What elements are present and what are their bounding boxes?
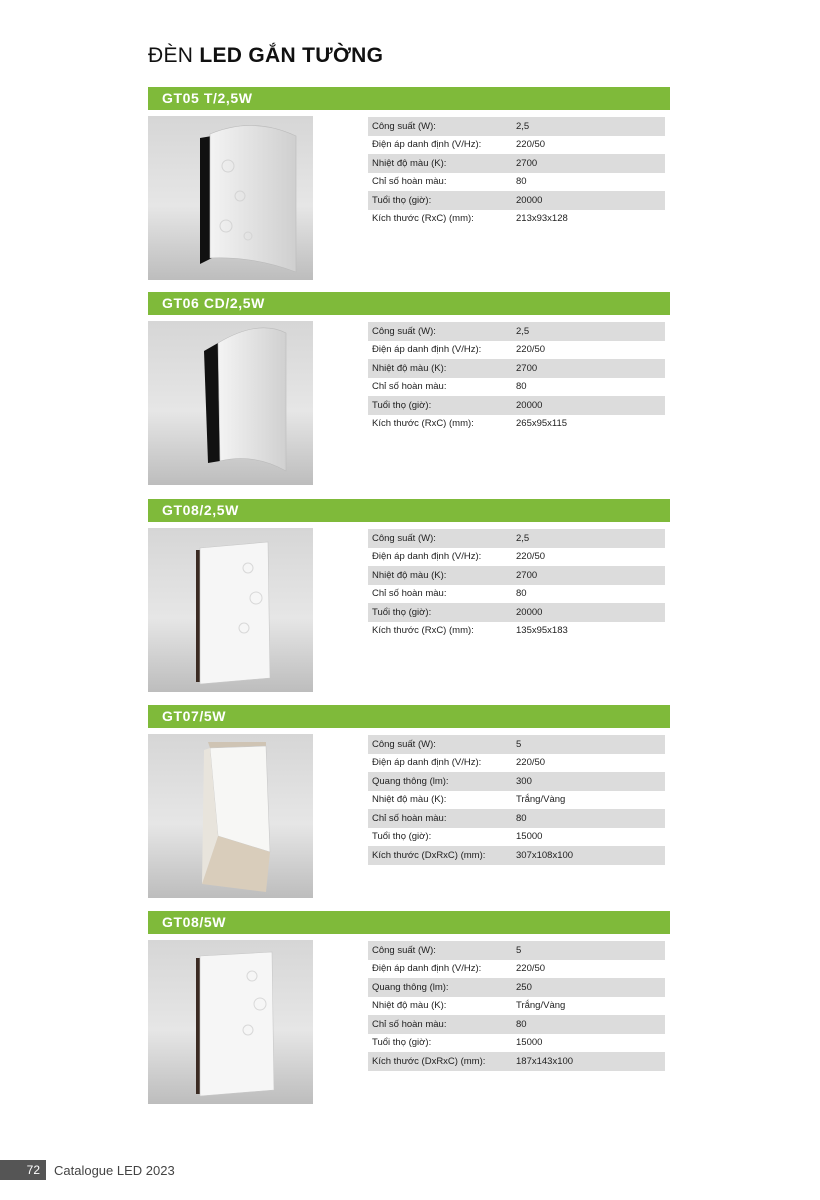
spec-label: Công suất (W): [372, 532, 436, 544]
spec-label: Chỉ số hoàn màu: [372, 381, 447, 393]
spec-row [368, 548, 665, 567]
product-photo [148, 940, 313, 1104]
spec-value: 187x143x100 [516, 1055, 574, 1067]
spec-value: 2700 [516, 362, 538, 374]
spec-value: 307x108x100 [516, 849, 574, 861]
spec-value: 15000 [516, 831, 543, 843]
spec-value: 220/50 [516, 551, 546, 563]
spec-value: 2,5 [516, 532, 530, 544]
lamp-gt06-image [148, 321, 313, 485]
spec-row [368, 997, 665, 1016]
spec-value: 5 [516, 738, 522, 750]
spec-label: Nhiệt độ màu (K): [372, 794, 447, 806]
product-photo [148, 116, 313, 280]
spec-label: Chỉ số hoàn màu: [372, 588, 447, 600]
spec-label: Nhiệt độ màu (K): [372, 1000, 447, 1012]
spec-label: Điện áp danh định (V/Hz): [372, 963, 482, 975]
spec-row [368, 191, 665, 210]
spec-row [368, 566, 665, 585]
spec-label: Điện áp danh định (V/Hz): [372, 344, 482, 356]
product-title-bar: GT05 T/2,5W [148, 87, 670, 110]
product-title-bar: GT06 CD/2,5W [148, 292, 670, 315]
spec-value: 2700 [516, 569, 538, 581]
spec-label: Nhiệt độ màu (K): [372, 362, 447, 374]
spec-row [368, 828, 665, 847]
spec-label: Kích thước (RxC) (mm): [372, 418, 474, 430]
product-photo [148, 734, 313, 898]
spec-label: Tuổi thọ (giờ): [372, 831, 432, 843]
spec-row [368, 772, 665, 791]
spec-label: Chỉ số hoàn màu: [372, 176, 447, 188]
spec-row [368, 735, 665, 754]
spec-value: 2700 [516, 157, 538, 169]
spec-value: 80 [516, 588, 527, 600]
spec-value: 265x95x115 [516, 418, 568, 430]
spec-row [368, 396, 665, 415]
spec-value: 80 [516, 1018, 527, 1030]
spec-row [368, 117, 665, 136]
product-title-bar: GT07/5W [148, 705, 670, 728]
spec-row [368, 154, 665, 173]
spec-label: Điện áp danh định (V/Hz): [372, 551, 482, 563]
spec-label: Tuổi thọ (giờ): [372, 1037, 432, 1049]
spec-table [368, 735, 665, 865]
spec-value: 220/50 [516, 963, 546, 975]
spec-row [368, 809, 665, 828]
product-photo [148, 528, 313, 692]
spec-row [368, 960, 665, 979]
spec-value: 80 [516, 812, 527, 824]
spec-value: Trắng/Vàng [516, 794, 566, 806]
page-title [148, 44, 383, 68]
spec-value: 80 [516, 176, 527, 188]
spec-label: Tuổi thọ (giờ): [372, 606, 432, 618]
spec-label: Nhiệt độ màu (K): [372, 157, 447, 169]
spec-label: Điện áp danh định (V/Hz): [372, 757, 482, 769]
spec-label: Công suất (W): [372, 325, 436, 337]
spec-label: Chỉ số hoàn màu: [372, 1018, 447, 1030]
spec-value: 220/50 [516, 757, 546, 769]
spec-row [368, 1034, 665, 1053]
spec-table [368, 117, 665, 228]
catalogue-name: Catalogue LED 2023 [54, 1162, 175, 1178]
spec-value: 5 [516, 944, 522, 956]
product-gt06 [148, 292, 670, 430]
spec-value: 300 [516, 775, 532, 787]
spec-label: Công suất (W): [372, 120, 436, 132]
spec-table [368, 322, 665, 433]
product-gt07 [148, 705, 670, 861]
spec-value: 20000 [516, 606, 543, 618]
spec-value: 213x93x128 [516, 213, 568, 225]
spec-row [368, 791, 665, 810]
spec-label: Công suất (W): [372, 738, 436, 750]
spec-row [368, 941, 665, 960]
spec-table [368, 941, 665, 1071]
spec-row [368, 1052, 665, 1071]
spec-row [368, 529, 665, 548]
spec-value: 2,5 [516, 120, 530, 132]
spec-row [368, 978, 665, 997]
spec-label: Kích thước (RxC) (mm): [372, 213, 474, 225]
product-gt08-5w [148, 911, 670, 1067]
spec-row [368, 754, 665, 773]
spec-row [368, 585, 665, 604]
spec-row [368, 603, 665, 622]
spec-value: Trắng/Vàng [516, 1000, 566, 1012]
spec-row [368, 359, 665, 378]
spec-label: Công suất (W): [372, 944, 436, 956]
spec-label: Kích thước (RxC) (mm): [372, 625, 474, 637]
spec-row [368, 378, 665, 397]
spec-label: Nhiệt độ màu (K): [372, 569, 447, 581]
spec-row [368, 341, 665, 360]
spec-value: 220/50 [516, 139, 546, 151]
spec-label: Quang thông (lm): [372, 775, 449, 787]
spec-row [368, 1015, 665, 1034]
spec-label: Kích thước (DxRxC) (mm): [372, 849, 486, 861]
spec-label: Chỉ số hoàn màu: [372, 812, 447, 824]
spec-label: Điện áp danh định (V/Hz): [372, 139, 482, 151]
page-number: 72 [0, 1160, 46, 1180]
spec-value: 250 [516, 981, 532, 993]
lamp-gt05-image [148, 116, 313, 280]
spec-row [368, 210, 665, 229]
page-footer [0, 1160, 175, 1180]
page-title-light: ĐÈN [148, 44, 200, 67]
lamp-gt07-image [148, 734, 313, 898]
spec-value: 15000 [516, 1037, 543, 1049]
spec-value: 20000 [516, 399, 543, 411]
page-title-bold: LED GẮN TƯỜNG [199, 44, 384, 67]
spec-label: Quang thông (lm): [372, 981, 449, 993]
spec-value: 20000 [516, 194, 543, 206]
spec-row [368, 173, 665, 192]
spec-row [368, 136, 665, 155]
spec-row [368, 322, 665, 341]
product-photo [148, 321, 313, 485]
product-title-bar: GT08/5W [148, 911, 670, 934]
spec-label: Kích thước (DxRxC) (mm): [372, 1055, 486, 1067]
spec-row [368, 846, 665, 865]
spec-row [368, 622, 665, 641]
product-title-bar: GT08/2,5W [148, 499, 670, 522]
spec-value: 220/50 [516, 344, 546, 356]
product-gt08-2-5w [148, 499, 670, 637]
spec-value: 135x95x183 [516, 625, 568, 637]
spec-value: 2,5 [516, 325, 530, 337]
spec-label: Tuổi thọ (giờ): [372, 194, 432, 206]
spec-label: Tuổi thọ (giờ): [372, 399, 432, 411]
lamp-gt08-image [148, 528, 313, 692]
spec-value: 80 [516, 381, 527, 393]
spec-table [368, 529, 665, 640]
product-gt05 [148, 87, 670, 225]
spec-row [368, 415, 665, 434]
lamp-gt08-5w-image [148, 940, 313, 1104]
